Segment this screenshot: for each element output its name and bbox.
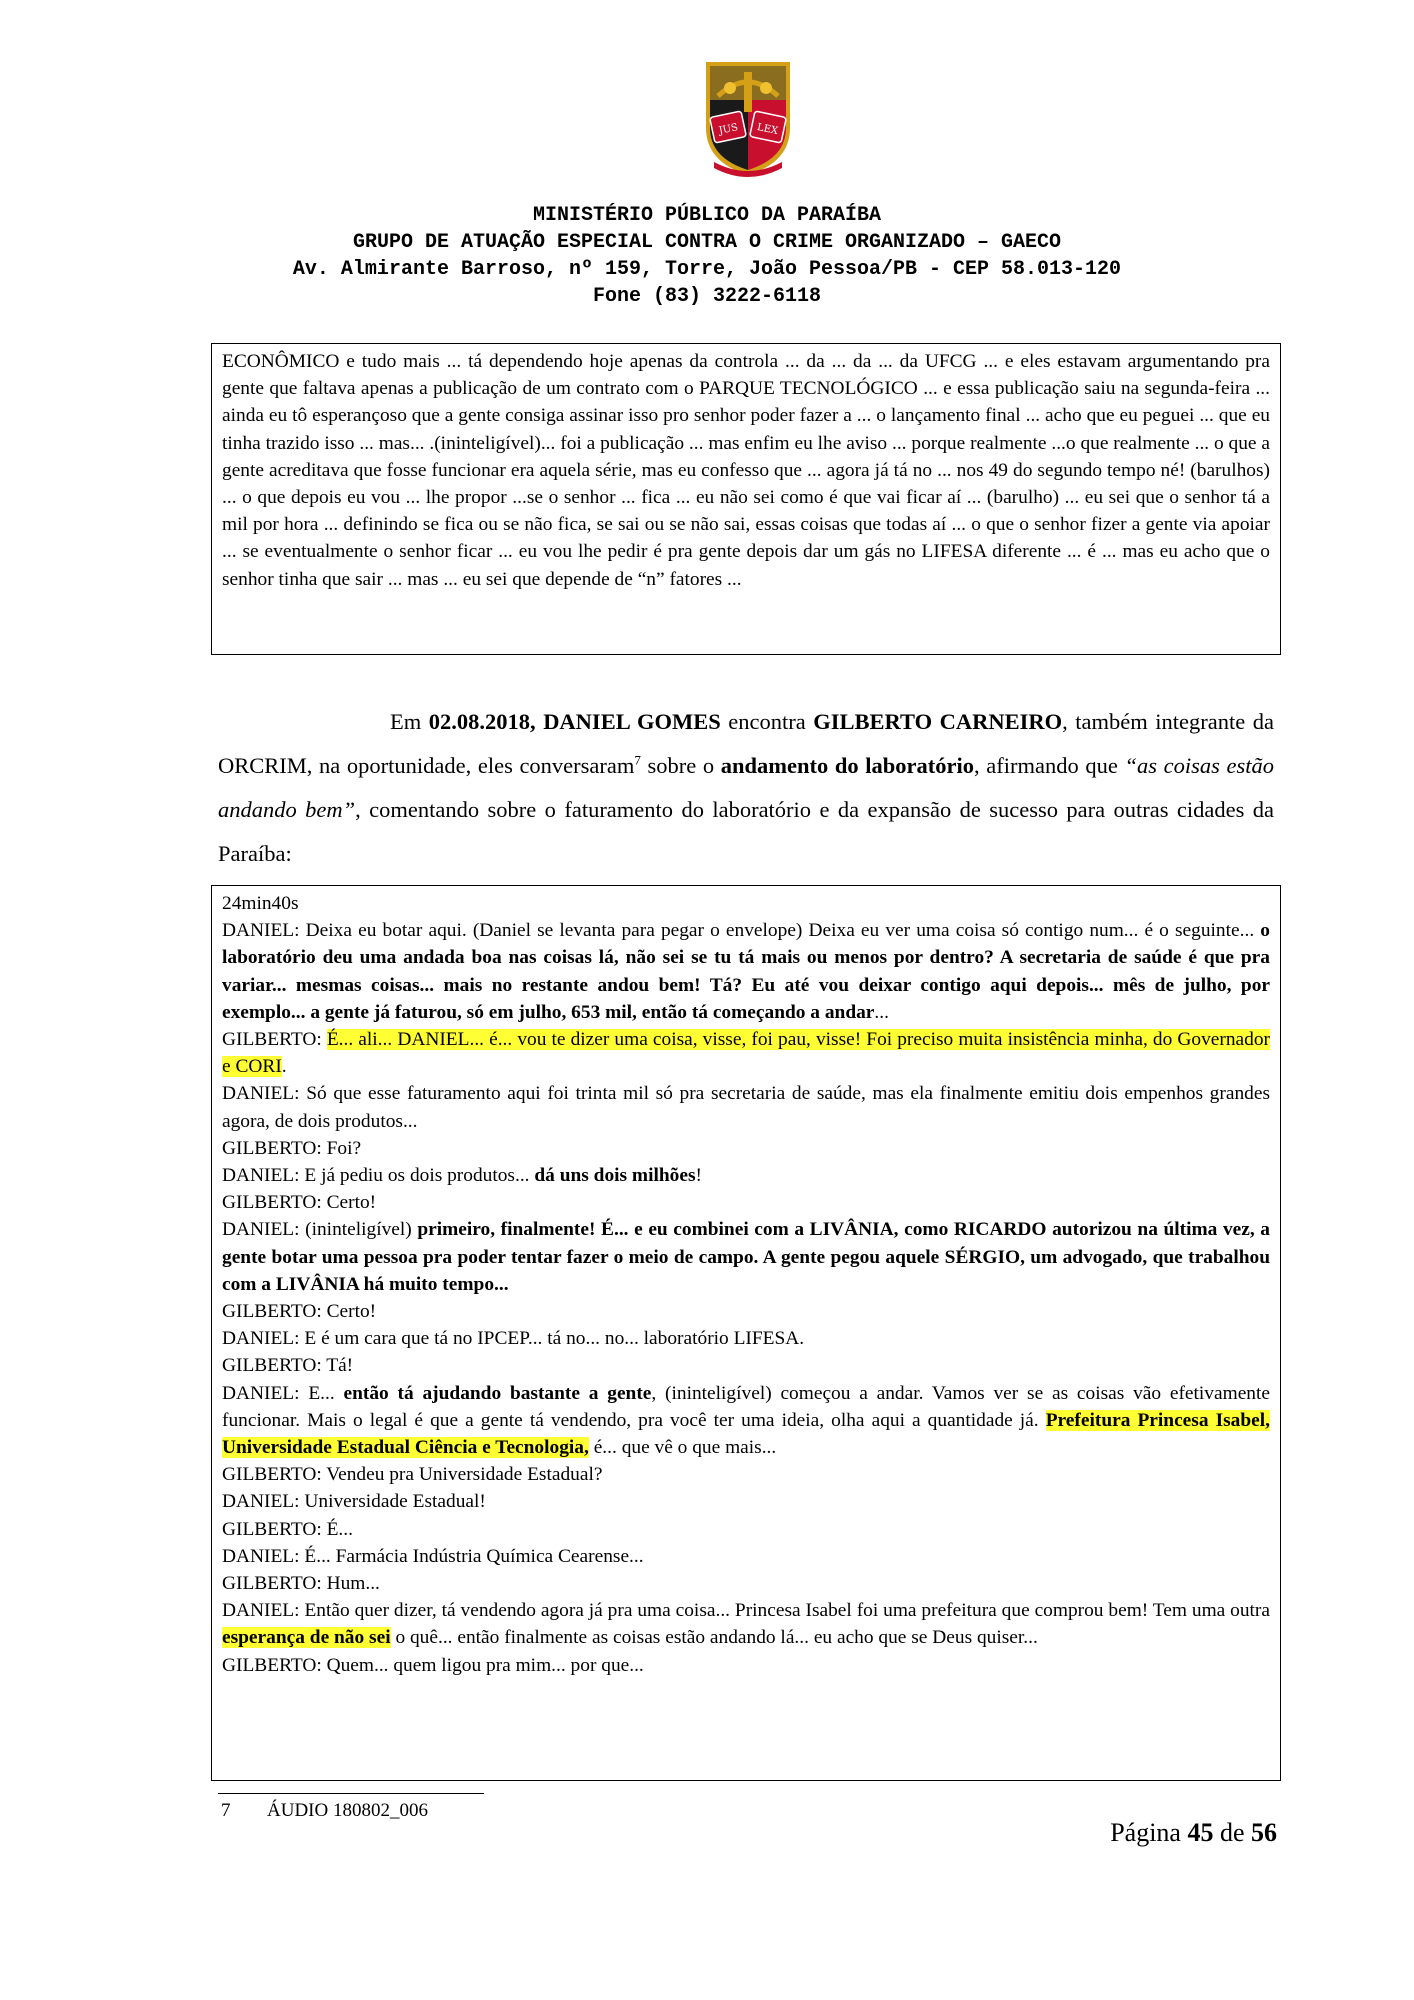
highlighted-text: É... ali... DANIEL... é... vou te dizer uma coisa, visse, foi pau, visse! Foi preciso muita insistência minha, do Governador e CORI	[222, 1029, 1270, 1078]
logo-text-jus: JUS	[717, 122, 740, 137]
transcript-line: DANIEL: (ininteligível) primeiro, finalmente! É... e eu combinei com a LIVÂNIA, como RICARDO autorizou na última vez, a gente botar uma pessoa pra poder tentar fazer o meio de campo. A gente pegou aquele SÉRGIO, um advogado, que trabalhou com a LIVÂNIA há muito tempo...	[222, 1219, 1270, 1295]
para-name-daniel: DANIEL GOMES	[543, 709, 721, 734]
para-name-gilberto: GILBERTO CARNEIRO	[813, 709, 1063, 734]
footnote-text: ÁUDIO 180802_006	[267, 1800, 428, 1821]
page-current: 45	[1187, 1818, 1214, 1847]
transcript-line: DANIEL: E... então tá ajudando bastante a gente, (ininteligível) começou a andar. Vamos ver se as coisas vão efetivamente funcionar. Mais o legal é que a gente tá vendendo, pra você ter uma ideia, olha aqui a quantidade já. Prefeitura Princesa Isabel, Universidade Estadual Ciência e Tecnologia, é... que vê o que mais...	[222, 1382, 1270, 1459]
transcript-box-continued	[211, 343, 1281, 655]
para-text: , também integrante da ORCRIM, na oportunidade, eles conversaram	[218, 709, 1274, 778]
transcript-line: GILBERTO: Certo!	[222, 1192, 377, 1214]
timestamp: 24min40s	[222, 893, 299, 914]
transcript-line: GILBERTO: Quem... quem ligou pra mim... por que...	[222, 1654, 644, 1676]
transcript-line: GILBERTO: Foi?	[222, 1137, 362, 1159]
para-quote: “as coisas estão andando bem”	[218, 753, 1274, 822]
logo-text-lex: LEX	[756, 121, 779, 138]
document-header	[0, 202, 1414, 310]
transcript-box	[211, 885, 1281, 1781]
transcript-line: DANIEL: Universidade Estadual!	[222, 1491, 486, 1513]
transcript-line: GILBERTO: Tá!	[222, 1355, 354, 1377]
footnote-reference: 7	[634, 752, 641, 768]
body-paragraph	[218, 700, 1274, 876]
header-address: Av. Almirante Barroso, nº 159, Torre, João Pessoa/PB - CEP 58.013-120	[292, 258, 1122, 281]
para-text: , afirmando que	[974, 753, 1125, 778]
page-label: Página	[1110, 1818, 1181, 1847]
transcript-line: DANIEL: Deixa eu botar aqui. (Daniel se levanta para pegar o envelope) Deixa eu ver uma coisa só contigo num... é o seguinte... o laboratório deu uma andada boa nas coisas lá, não sei se tu tá mais ou menos por dentro? A secretaria de saúde é que pra variar... mesmas coisas... mais no restante andou bem! Tá? Eu até vou deixar contigo aqui depois... mês de julho, por exemplo... a gente já faturou, só em julho, 653 mil, então tá começando a andar...	[222, 920, 1270, 1023]
transcript-line: DANIEL: E já pediu os dois produtos... dá uns dois milhões!	[222, 1165, 702, 1187]
header-phone: Fone (83) 3222-6118	[592, 285, 822, 308]
para-text: encontra	[720, 709, 814, 734]
para-date: 02.08.2018,	[428, 709, 536, 734]
para-text: sobre o	[640, 753, 721, 778]
footnote-number: 7	[221, 1800, 231, 1821]
transcript-continued-text: ECONÔMICO e tudo mais ... tá dependendo hoje apenas da controla ... da ... da ... da UFCG ... e eles estavam argumentando pra gente que faltava apenas a publicação de um contrato com o PARQUE TECNOLÓGICO ... e essa publicação saiu na segunda-feira ... ainda eu tô esperançoso que a gente consiga assinar isso pro senhor poder fazer a ... o lançamento final ... acho que eu peguei ... que eu tinha trazido isso ... mas... .(ininteligível)... foi a publicação ... mas enfim eu lhe aviso ... porque realmente ...o que realmente ... o que a gente acreditava que fosse funcionar era aquela série, mas eu confesso que ... agora já tá no ... nos 49 do segundo tempo né! (barulhos) ... o que depois eu vou ... lhe propor ...se o senhor ... fica ... eu não sei como é que vai ficar aí ... (barulho) ... eu sei que o senhor tá a mil por hora ... definindo se fica ou se não fica, se sai ou se não sai, essas coisas que todas aí ... o que o senhor fizer a gente via apoiar ... se eventualmente o senhor ficar ... eu vou lhe pedir é pra gente depois dar um gás no LIFESA diferente ... é ... mas eu acho que o senhor tinha que sair ... mas ... eu sei que depende de “n” fatores ...	[222, 351, 1270, 590]
transcript-line: GILBERTO: Certo!	[222, 1301, 377, 1323]
highlighted-text: Prefeitura Princesa Isabel, Universidade Estadual Ciência e Tecnologia,	[222, 1409, 1270, 1459]
transcript-line: GILBERTO: Hum...	[222, 1573, 380, 1595]
transcript-line: GILBERTO: É...	[222, 1518, 353, 1540]
footnote-divider	[218, 1793, 484, 1794]
para-text: Em	[390, 709, 429, 734]
header-institution: MINISTÉRIO PÚBLICO DA PARAÍBA	[532, 204, 882, 227]
page-of: de	[1219, 1818, 1245, 1847]
coat-of-arms-logo	[700, 58, 796, 178]
transcript-line: DANIEL: E é um cara que tá no IPCEP... tá no... no... laboratório LIFESA.	[222, 1328, 805, 1350]
transcript-line: DANIEL: Só que esse faturamento aqui foi trinta mil só pra secretaria de saúde, mas ela finalmente emitiu dois empenhos grandes agora, de dois produtos...	[222, 1083, 1270, 1132]
page-total: 56	[1251, 1818, 1277, 1847]
header-group: GRUPO DE ATUAÇÃO ESPECIAL CONTRA O CRIME ORGANIZADO – GAECO	[352, 231, 1062, 254]
transcript-line: DANIEL: É... Farmácia Indústria Química Cearense...	[222, 1545, 644, 1567]
page-number	[1110, 1818, 1277, 1848]
transcript-line: GILBERTO: Vendeu pra Universidade Estadual?	[222, 1464, 603, 1486]
para-emphasis: andamento do laboratório	[720, 753, 975, 778]
highlighted-text: esperança de não sei	[222, 1627, 391, 1649]
transcript-line: DANIEL: Então quer dizer, tá vendendo agora já pra uma coisa... Princesa Isabel foi uma prefeitura que comprou bem! Tem uma outra esperança de não sei o quê... então finalmente as coisas estão andando lá... eu acho que se Deus quiser...	[222, 1600, 1270, 1649]
para-text: , comentando sobre o faturamento do laboratório e da expansão de sucesso para outras cidades da Paraíba:	[218, 797, 1274, 866]
transcript-line: GILBERTO: É... ali... DANIEL... é... vou te dizer uma coisa, visse, foi pau, visse! Foi preciso muita insistência minha, do Governador e CORI.	[222, 1029, 1270, 1078]
footnote	[221, 1800, 428, 1822]
